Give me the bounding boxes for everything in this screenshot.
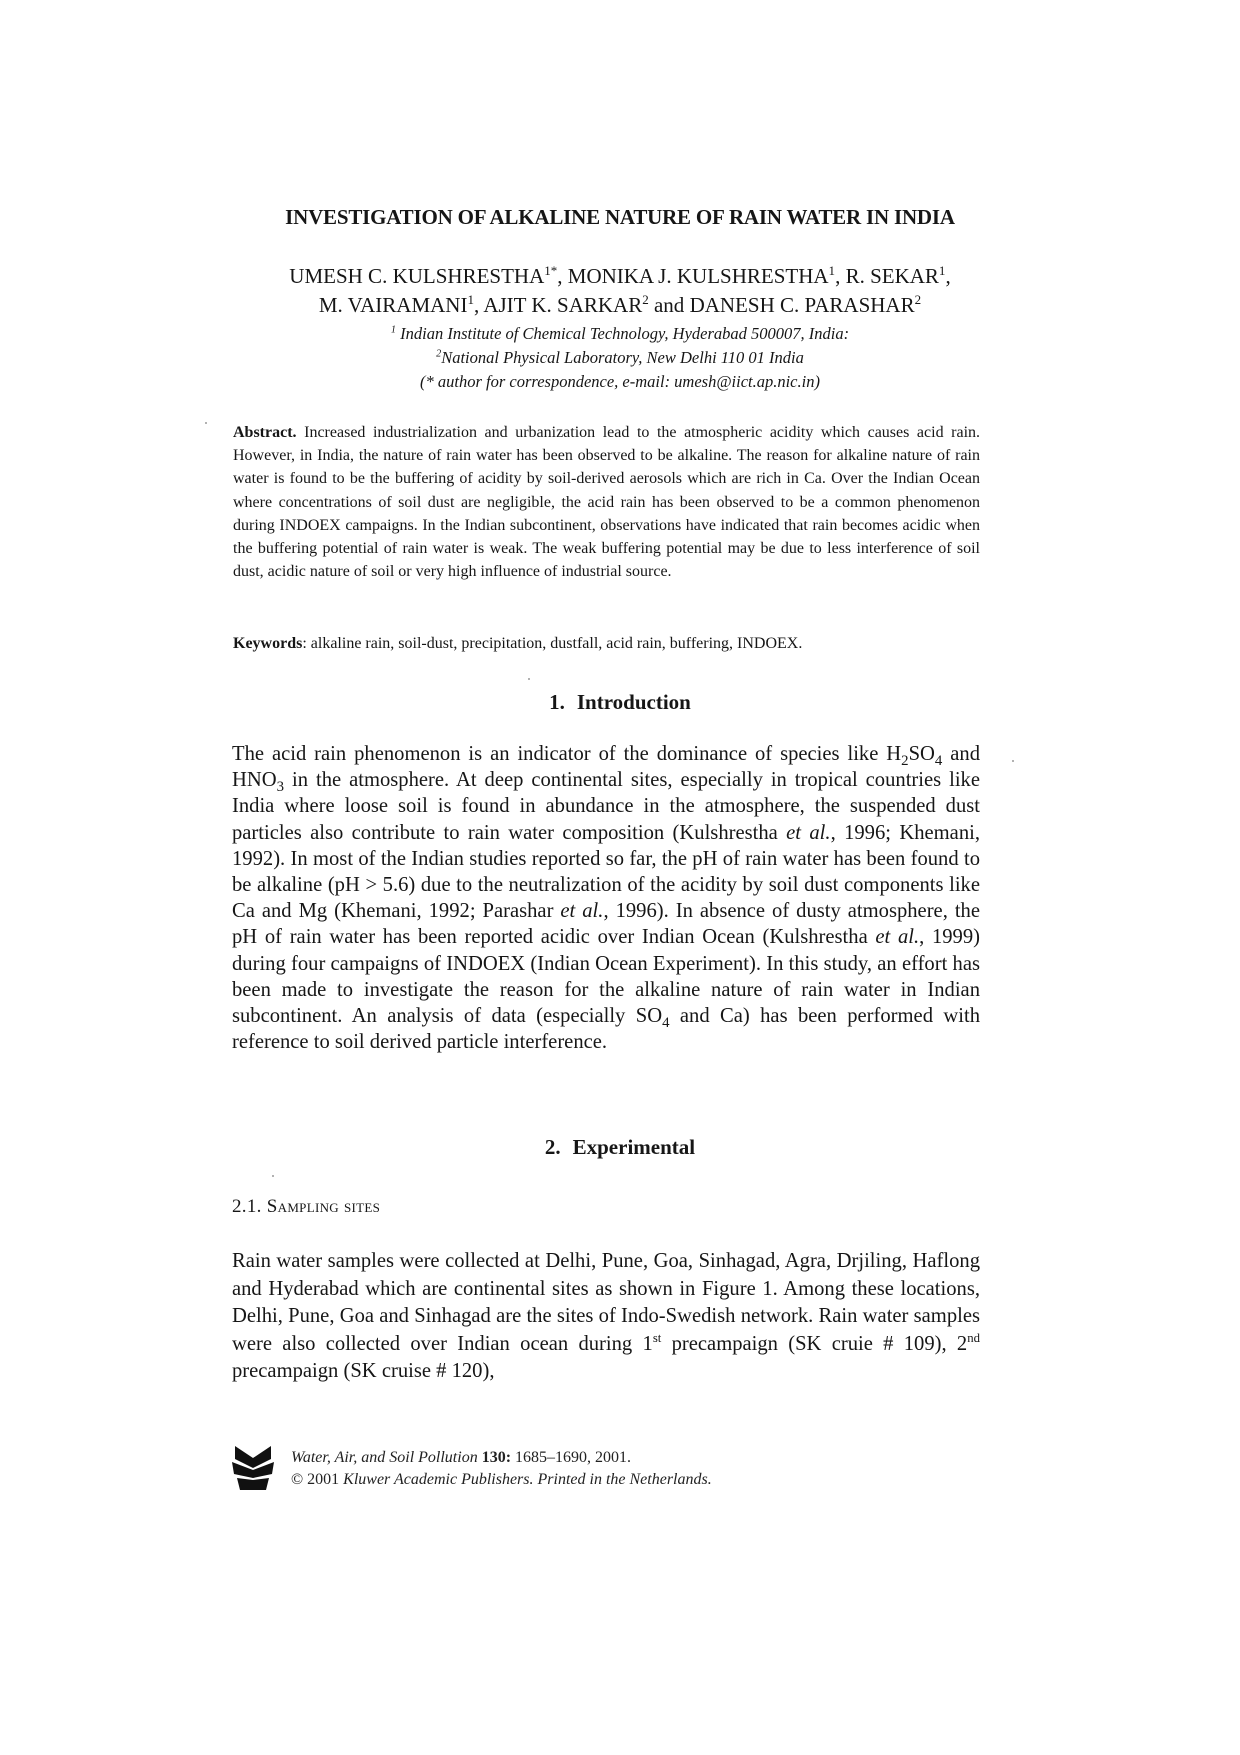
author-sup: 2 [642,292,649,307]
publication-footer [291,1447,712,1491]
author-name: MONIKA J. KULSHRESTHA [567,264,829,288]
author-separator: , [473,293,484,317]
abstract-text: Increased industrialization and urbanization lead to the atmospheric acidity which causes acid rain. However, in India, the nature of rain water has been observed to be alkaline. The reason for alkaline nature of rain water is found to be the buffering of acidity by soil-derived aerosols which are rich in Ca. Over the Indian Ocean where concentrations of soil dust are negligible, the acid rain has been observed to be a common phenomenon during INDOEX campaigns. In the Indian subcontinent, observations have indicated that rain becomes acidic when the buffering potential of rain water is weak. The weak buffering potential may be due to less interference of soil dust, acidic nature of soil or very high influence of industrial source. [233,424,981,581]
author-name: DANESH C. PARASHAR [689,293,915,317]
author-sup: 1 [467,292,474,307]
affiliation-sup: 2 [436,348,442,360]
citation-line [291,1447,712,1469]
volume: 130: [481,1449,512,1466]
scan-speck [528,678,530,680]
author-sup: 1 [938,263,946,278]
section-title: Experimental [572,1135,696,1159]
affiliations [150,322,1090,394]
author-sup: 1 [828,263,836,278]
text-run: in the atmosphere. At deep continental sites, especially in tropical countries like India where loose soil is found in abundance in the atmosphere, the suspended dust particles also contribute to rain water composition (Kulshrestha [232,769,980,844]
publisher-logo [232,1444,274,1492]
author-line-2 [150,291,1090,320]
keywords-label: Keywords [233,635,303,652]
scan-speck [1012,760,1014,762]
subscript: 4 [934,753,943,770]
text-run: and HNO [232,743,981,792]
superscript: nd [967,1330,980,1345]
text-run: and Ca) has been performed with reference to soil derived particle interference. [232,1005,980,1054]
author-separator: , [945,264,951,288]
text-run: , 1996). In absence of dusty atmosphere, the pH of rain water has been reported acidic over Indian Ocean (Kulshrestha [232,900,980,949]
author-name: M. VAIRAMANI [318,293,468,317]
et-al: et al. [560,900,604,923]
scan-speck [205,422,207,424]
affiliation-sup: 1 [390,324,396,336]
et-al: et al. [875,926,920,949]
author-separator: , [557,264,568,288]
text-run: The acid rain phenomenon is an indicator of the dominance of species like H [232,743,902,765]
author-separator: , [835,264,846,288]
paper-title: INVESTIGATION OF ALKALINE NATURE OF RAIN WATER IN INDIA [285,205,955,229]
introduction-paragraph [232,741,980,1055]
keywords [233,632,980,655]
text-run: SO [908,743,935,765]
et-al: et al. [786,821,831,844]
author-line-1 [150,262,1090,291]
text-run: precampaign (SK cruise # 120), [232,1360,495,1382]
author-name: AJIT K. SARKAR [483,293,643,317]
subscript: 4 [662,1015,670,1032]
section-title: Introduction [576,690,691,714]
subsection-heading [232,1196,380,1218]
journal-name: Water, Air, and Soil Pollution [291,1449,478,1466]
subsection-number: 2.1. [232,1196,262,1217]
copyright-line [291,1469,712,1491]
subsection-title: Sampling sites [266,1196,381,1217]
text-run: precampaign (SK cruie # 109), 2 [661,1332,968,1355]
affiliation-1 [150,322,1090,346]
abstract-label: Abstract. [233,424,297,441]
author-list [150,262,1090,320]
keywords-text: : alkaline rain, soil-dust, precipitation, dustfall, acid rain, buffering, INDOEX. [302,635,803,652]
affiliation-2 [150,346,1090,370]
subscript: 3 [276,779,285,796]
author-sup: 1* [544,263,558,278]
affiliation-text: Indian Institute of Chemical Technology, Hyderabad 500007, India: [400,324,850,343]
scan-speck [272,1175,274,1177]
publisher-name: Kluwer Academic Publishers. Printed in the Netherlands. [343,1471,712,1488]
copyright-prefix: © 2001 [291,1471,344,1488]
section-heading-introduction [150,690,1090,715]
section-heading-experimental [150,1135,1090,1160]
correspondence-note: (* author for correspondence, e-mail: umesh@iict.ap.nic.in) [420,372,820,391]
author-name: UMESH C. KULSHRESTHA [289,264,545,288]
section-number: 1. [549,690,565,714]
subscript: 2 [901,753,909,770]
author-sup: 2 [914,292,922,307]
author-separator: and [648,293,690,317]
text-run: , 1996; Khemani, 1992). In most of the Indian studies reported so far, the pH of rain water has been found to be alkaline (pH > 5.6) due to the neutralization of the acidity by soil dust components like Ca and Mg (Khemani, 1992; Parashar [232,821,980,923]
abstract [233,421,980,583]
affiliation-text: National Physical Laboratory, New Delhi 110 01 India [441,348,804,367]
text-run: , 1999) during four campaigns of INDOEX (Indian Ocean Experiment). In this study, an effort has been made to investigate the reason for the alkaline nature of rain water in Indian subcontinent. An analysis of data (especially SO [232,926,981,1028]
sampling-sites-paragraph [232,1248,980,1386]
section-number: 2. [544,1135,561,1159]
text-run: Rain water samples were collected at Delhi, Pune, Goa, Sinhagad, Agra, Drjiling, Haflong and Hyderabad which are continental sites as shown in Figure 1. Among these locations, Delhi, Pune, Goa and Sinhagad are the sites of Indo-Swedish network. Rain water samples were also collected over Indian ocean during 1 [232,1250,980,1355]
author-name: R. SEKAR [845,264,939,288]
pages: 1685–1690, 2001. [511,1449,632,1466]
superscript: st [652,1330,662,1345]
